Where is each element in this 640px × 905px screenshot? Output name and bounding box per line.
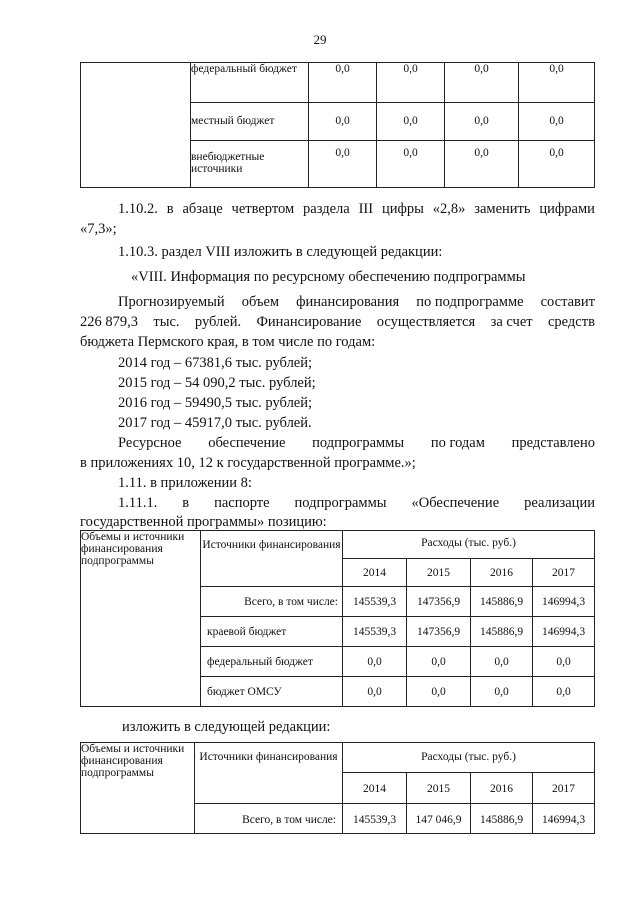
value-cell: 146994,3 [533,587,595,617]
value-cell: 145886,9 [471,803,533,833]
year-cell: 2014 [343,559,407,587]
source-cell: федеральный бюджет [191,63,309,103]
source-cell: Всего, в том числе: [201,587,343,617]
word: раздела [303,201,350,217]
value-cell: 0,0 [309,103,377,140]
word: паспорте [214,495,270,511]
year-2014-line: 2014 год – 67381,6 тыс. рублей; [118,355,313,371]
word: объем [241,294,280,310]
year-cell: 2016 [471,559,533,587]
value-cell: 0,0 [519,63,595,103]
word: «Обеспечение [411,495,500,511]
resource-line-2: в приложениях 10, 12 к государственной программе.»; [80,455,416,471]
value-cell: 145886,9 [471,587,533,617]
word: цифры [381,201,424,217]
volume-header-cell: Объемы и источники финансирования подпрограммы [81,531,201,707]
paragraph-1-10-2 [118,200,595,219]
value-cell: 0,0 [471,677,533,707]
value-cell: 145539,3 [343,587,407,617]
word: Прогнозируемый [118,294,225,310]
word: рублей. [194,314,242,330]
word: заменить [474,201,531,217]
resource-line-1 [118,434,595,453]
word: 226 879,3 [80,314,138,330]
section-heading: «VIII. Информация по ресурсному обеспечению подпрограммы [131,269,526,285]
value-cell: 147356,9 [407,617,471,647]
value-cell: 147 046,9 [407,803,471,833]
forecast-line-3: бюджета Пермского края, в том числе по годам: [80,334,376,350]
table-header-row [81,531,595,559]
word: средств [547,314,595,330]
word: 1.11.1. [118,495,158,511]
word: абзаце [182,201,223,217]
year-cell: 2017 [533,559,595,587]
sources-header-cell: Источники финансирования [201,531,343,587]
funding-table-old [80,530,595,707]
value-cell: 145539,3 [343,803,407,833]
value-cell: 0,0 [407,647,471,677]
word: по годам [430,435,485,451]
value-cell: 0,0 [445,63,519,103]
value-cell: 0,0 [309,63,377,103]
word: в [182,495,190,511]
value-cell: 0,0 [377,63,445,103]
word: 1.10.2. [118,201,158,217]
year-cell: 2016 [471,773,533,803]
value-cell: 147356,9 [407,587,471,617]
paragraph-1-11-1-cont: государственной программы» позицию: [80,514,327,530]
word: в [166,201,174,217]
word: подпрограммы [312,435,405,451]
value-cell: 145539,3 [343,617,407,647]
value-cell: 0,0 [445,103,519,140]
expenses-header-cell: Расходы (тыс. руб.) [343,531,595,559]
value-cell: 0,0 [533,647,595,677]
value-cell: 146994,3 [533,803,595,833]
year-cell: 2015 [407,773,471,803]
source-cell: федеральный бюджет [201,647,343,677]
word: четвертом [231,201,295,217]
table-row [81,63,595,103]
word: тыс. [153,314,180,330]
value-cell: 0,0 [407,677,471,707]
source-cell: внебюджетные источники [191,140,309,187]
source-cell: Всего, в том числе: [195,803,343,833]
paragraph-1-11-1 [118,494,595,513]
year-cell: 2015 [407,559,471,587]
word: III [358,201,374,217]
year-2015-line: 2015 год – 54 090,2 тыс. рублей; [118,375,316,391]
year-2016-line: 2016 год – 59490,5 тыс. рублей; [118,395,313,411]
value-cell: 0,0 [377,103,445,140]
year-2017-line: 2017 год – 45917,0 тыс. рублей. [118,415,312,431]
value-cell: 0,0 [519,103,595,140]
expenses-header-cell: Расходы (тыс. руб.) [343,743,595,773]
top-funding-table [80,62,595,188]
table-header-row [81,743,595,773]
replace-text: изложить в следующей редакции: [122,719,331,735]
empty-cell [81,63,191,188]
source-cell: краевой бюджет [201,617,343,647]
word: за счет [490,314,533,330]
word: цифрами [539,201,595,217]
page-number: 29 [313,32,327,47]
word: финансирования [296,294,400,310]
value-cell: 0,0 [471,647,533,677]
forecast-line-1 [118,293,595,312]
year-cell: 2014 [343,773,407,803]
word: обеспечение [208,435,286,451]
value-cell: 146994,3 [533,617,595,647]
value-cell: 0,0 [343,647,407,677]
word: «2,8» [432,201,466,217]
value-cell: 0,0 [377,140,445,187]
paragraph-1-10-3: 1.10.3. раздел VIII изложить в следующей редакции: [118,244,443,260]
word: Финансирование [256,314,362,330]
value-cell: 0,0 [445,140,519,187]
word: представлено [511,435,595,451]
value-cell: 0,0 [533,677,595,707]
word: составит [540,294,595,310]
sources-header-cell: Источники финансирования [195,743,343,804]
word: по подпрограмме [416,294,524,310]
source-cell: бюджет ОМСУ [201,677,343,707]
value-cell: 145886,9 [471,617,533,647]
paragraph-1-11: 1.11. в приложении 8: [118,475,252,491]
word: Ресурсное [118,435,182,451]
value-cell: 0,0 [309,140,377,187]
funding-table-new [80,742,595,834]
value-cell: 0,0 [519,140,595,187]
paragraph-1-10-2-cont: «7,3»; [80,221,117,237]
word: подпрограммы [294,495,387,511]
source-cell: местный бюджет [191,103,309,140]
value-cell: 0,0 [343,677,407,707]
word: осуществляется [376,314,476,330]
word: реализации [524,495,595,511]
year-cell: 2017 [533,773,595,803]
volume-header-cell: Объемы и источники финансирования подпрограммы [81,743,195,834]
forecast-line-2 [80,313,595,332]
